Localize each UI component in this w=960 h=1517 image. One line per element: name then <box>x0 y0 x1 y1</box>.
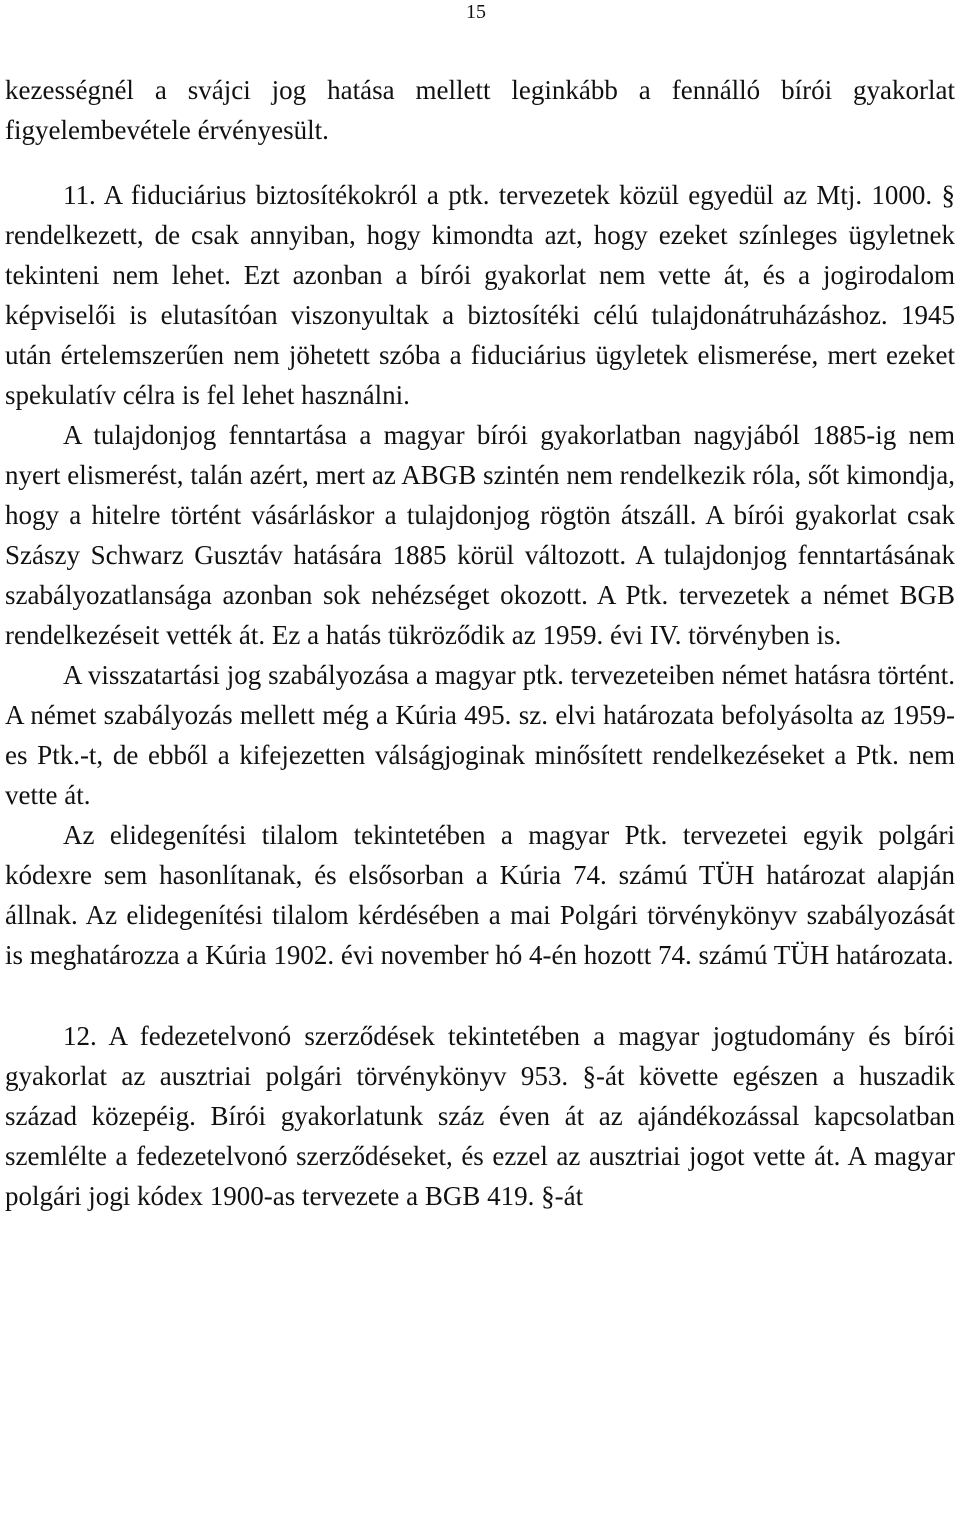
paragraph-fiduciary-securities: 11. A fiduciárius biztosítékokról a ptk. tervezetek közül egyedül az Mtj. 1000. § rendelkezett, de csak annyiban, hogy kimondta azt, hogy ezeket színleges ügyletnek tekinteni nem lehet. Ezt azonban a bírói gyakorlat nem vette át, és a jogirodalom képviselői is elutasítóan viszonyultak a biztosítéki célú tulajdonátruházáshoz. 1945 után értelemszerűen nem jöhetett szóba a fiduciárius ügyletek elismerése, mert ezeket spekulatív célra is fel lehet használni. <box>5 180 955 410</box>
paragraph-prohibition-of-alienation: Az elidegenítési tilalom tekintetében a magyar Ptk. tervezetei egyik polgári kódexre sem hasonlítanak, és elsősorban a Kúria 74. számú TÜH határozat alapján állnak. Az elidegenítési tilalom kérdésében a mai Polgári törvénykönyv szabályozását is meghatározza a Kúria 1902. évi november hó 4-én hozott 74. számú TÜH határozata. <box>5 820 955 970</box>
paragraph-fraudulent-conveyance: 12. A fedezetelvonó szerződések tekintetében a magyar jogtudomány és bírói gyakorlat az ausztriai polgári törvénykönyv 953. §-át követte egészen a huszadik század közepéig. Bírói gyakorlatunk száz éven át az ajándékozással kapcsolatban szemlélte a fedezetelvonó szerződéseket, és ezzel az ausztriai jogot vette át. A magyar polgári jogi kódex 1900-as tervezete a BGB 419. §-át <box>5 1021 955 1211</box>
paragraph-continuation: kezességnél a svájci jog hatása mellett leginkább a fennálló bírói gyakorlat figyelembevétele érvényesült. <box>5 75 955 145</box>
paragraph-right-of-retention: A visszatartási jog szabályozása a magyar ptk. tervezeteiben német hatásra történt. A német szabályozás mellett még a Kúria 495. sz. elvi határozata befolyásolta az 1959-es Ptk.-t, de ebből a kifejezetten válságjoginak minősített rendelkezéseket a Ptk. nem vette át. <box>5 660 955 810</box>
document-body <box>5 70 955 1216</box>
page-number: 15 <box>466 1 486 23</box>
paragraph-retention-of-title: A tulajdonjog fenntartása a magyar bírói gyakorlatban nagyjából 1885-ig nem nyert elismerést, talán azért, mert az ABGB szintén nem rendelkezik róla, sőt kimondja, hogy a hitelre történt vásárláskor a tulajdonjog rögtön átszáll. A bírói gyakorlat csak Szászy Schwarz Gusztáv hatására 1885 körül változott. A tulajdonjog fenntartásának szabályozatlansága azonban sok nehézséget okozott. A Ptk. tervezetek a német BGB rendelkezéseit vették át. Ez a hatás tükröződik az 1959. évi IV. törvényben is. <box>5 420 955 650</box>
